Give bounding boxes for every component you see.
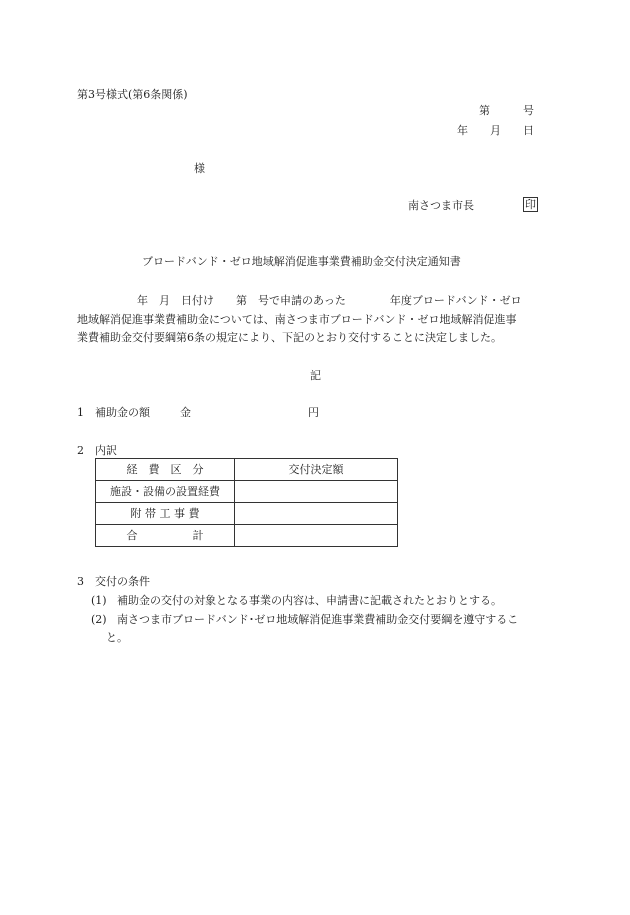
table-row — [96, 481, 398, 503]
table-row — [96, 525, 398, 547]
body-line-3: 業費補助金交付要綱第6条の規定により、下記のとおり交付することに決定しました。 — [77, 331, 502, 344]
row-label: 合 計 — [96, 525, 235, 547]
table-header-row — [96, 459, 398, 481]
condition-2-number: (2) — [91, 613, 107, 626]
condition-2-text-line2: と。 — [106, 631, 128, 644]
header-cell: 交付決定額 — [235, 459, 398, 481]
document-title: ブロードバンド・ゼロ地域解消促進事業費補助金交付決定通知書 — [142, 255, 461, 268]
item1-kin: 金 — [180, 406, 191, 419]
addressee-suffix: 様 — [194, 162, 205, 175]
item1-label: 1 補助金の額 — [77, 406, 150, 419]
issuer-name: 南さつま市長 — [408, 199, 474, 212]
body-line-1: 年 月 日付け 第 号で申請のあった 年度ブロードバンド・ゼロ — [137, 294, 522, 307]
row-value — [235, 481, 398, 503]
body-line-2: 地域解消促進事業費補助金については、南さつま市ブロードバンド・ゼロ地域解消促進事 — [77, 313, 517, 326]
table-row — [96, 503, 398, 525]
breakdown-table — [95, 458, 398, 547]
seal-mark: 印 — [525, 198, 536, 211]
condition-1-number: (1) — [91, 594, 107, 607]
header-cell: 経 費 区 分 — [96, 459, 235, 481]
item2-label: 2 内訳 — [77, 444, 117, 457]
document-number: 第 号 — [479, 104, 534, 117]
ki-heading: 記 — [310, 369, 321, 382]
row-value — [235, 503, 398, 525]
document-date: 年 月 日 — [457, 124, 534, 137]
form-number: 第3号様式(第6条関係) — [77, 88, 188, 101]
item1-en: 円 — [308, 406, 319, 419]
row-value — [235, 525, 398, 547]
row-label: 附 帯 工 事 費 — [96, 503, 235, 525]
row-label: 施設・設備の設置経費 — [96, 481, 235, 503]
condition-1-text: 補助金の交付の対象となる事業の内容は、申請書に記載されたとおりとする。 — [117, 594, 502, 607]
condition-2-text-line1: 南さつま市ブロードバンド･ゼロ地域解消促進事業費補助金交付要綱を遵守するこ — [117, 613, 519, 626]
item3-label: 3 交付の条件 — [77, 575, 150, 588]
